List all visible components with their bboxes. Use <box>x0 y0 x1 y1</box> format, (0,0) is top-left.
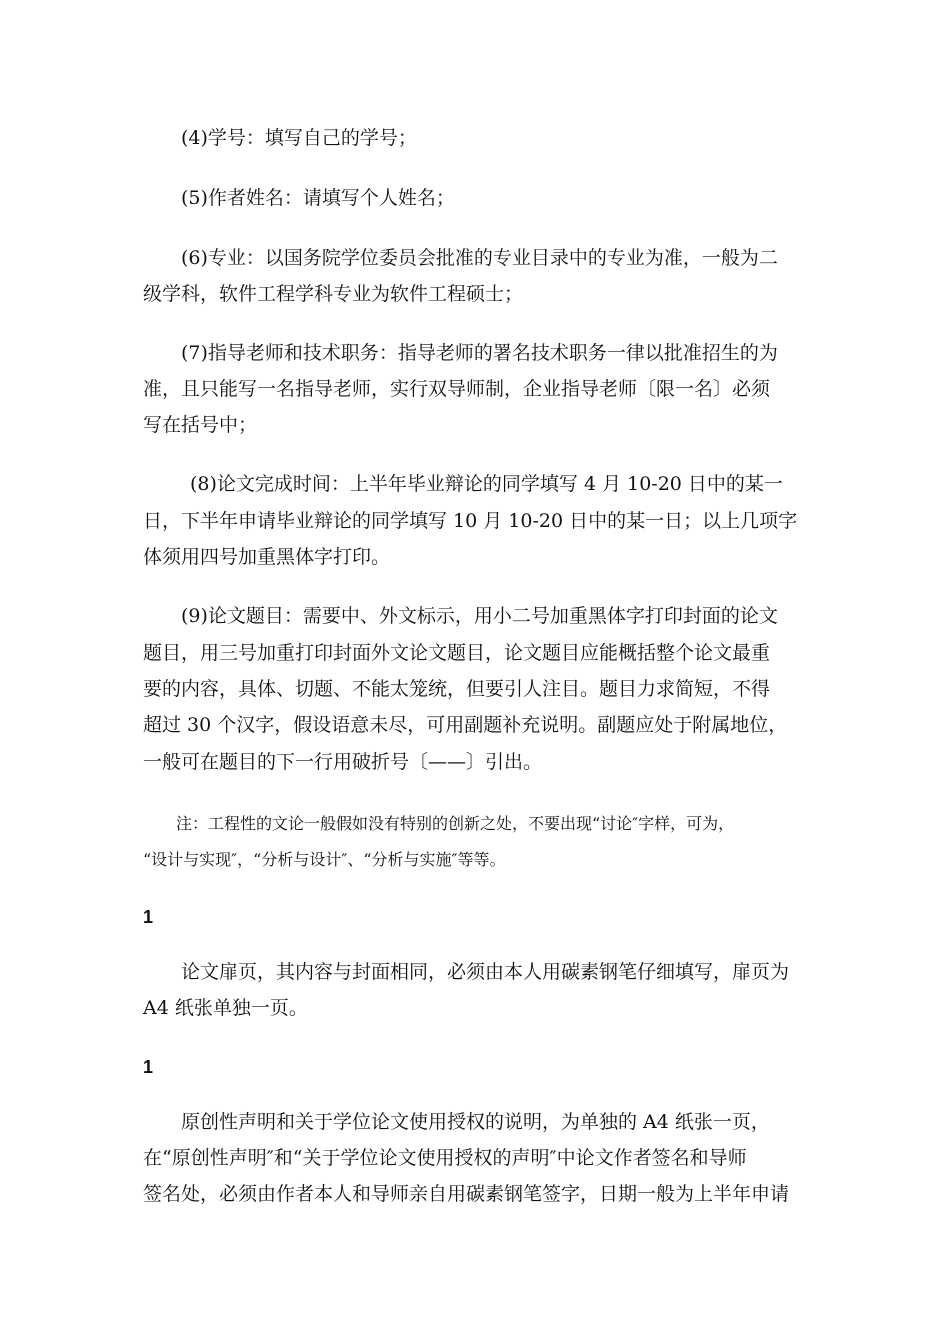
item-9-line-2: 题目，用三号加重打印封面外文论文题目，论文题目应能概括整个论文最重 <box>143 642 771 664</box>
item-7-line-3: 写在括号中； <box>143 414 258 436</box>
item-6-line-2: 级学科，软件工程学科专业为软件工程硕士； <box>143 283 524 305</box>
item-8-line-2: 日，下半年申请毕业辩论的同学填写 10 月 10-20 日中的某一日；以上几项字 <box>143 510 798 532</box>
section-1-line-1: 论文扉页，其内容与封面相同，必须由本人用碳素钢笔仔细填写，扉页为 <box>181 961 790 983</box>
section-2-line-1: 原创性声明和关于学位论文使用授权的说明，为单独的 A4 纸张一页， <box>181 1111 770 1133</box>
item-8-line-3: 体须用四号加重黑体字打印。 <box>143 546 391 568</box>
item-9-line-1: (9)论文题目：需要中、外文标示，用小二号加重黑体字打印封面的论文 <box>181 605 778 627</box>
item-6-line-1: (6)专业：以国务院学位委员会批准的专业目录中的专业为准，一般为二 <box>181 247 778 269</box>
item-9-line-4: 超过 30 个汉字，假设语意未尽，可用副题补充说明。副题应处于附属地位， <box>143 714 788 736</box>
section-1-heading: 1 <box>143 907 154 927</box>
section-1-line-2: A4 纸张单独一页。 <box>143 997 308 1019</box>
note-line-2: “设计与实现″，“分析与设计″、“分析与实施″等等。 <box>143 850 506 869</box>
item-9-line-5: 一般可在题目的下一行用破折号〔——〕引出。 <box>143 751 543 773</box>
note-line-1: 注：工程性的文论一般假如没有特别的创新之处，不要出现“讨论″字样，可为， <box>176 814 735 833</box>
item-4-student-id: (4)学号：填写自己的学号； <box>181 127 417 149</box>
item-8-line-1: (8)论文完成时间：上半年毕业辩论的同学填写 4 月 10-20 日中的某一 <box>190 473 783 495</box>
item-5-author-name: (5)作者姓名：请填写个人姓名； <box>181 187 455 209</box>
item-7-line-1: (7)指导老师和技术职务：指导老师的署名技术职务一律以批准招生的为 <box>181 342 778 364</box>
item-7-line-2: 准，且只能写一名指导老师，实行双导师制，企业指导老师〔限一名〕必须 <box>143 378 771 400</box>
section-2-line-2: 在“原创性声明″和“关于学位论文使用授权的声明″中论文作者签名和导师 <box>143 1147 747 1169</box>
section-2-heading: 1 <box>143 1057 154 1077</box>
section-2-line-3: 签名处，必须由作者本人和导师亲自用碳素钢笔签字，日期一般为上半年申请 <box>143 1183 790 1205</box>
item-9-line-3: 要的内容，具体、切题、不能太笼统，但要引人注目。题目力求简短，不得 <box>143 678 771 700</box>
